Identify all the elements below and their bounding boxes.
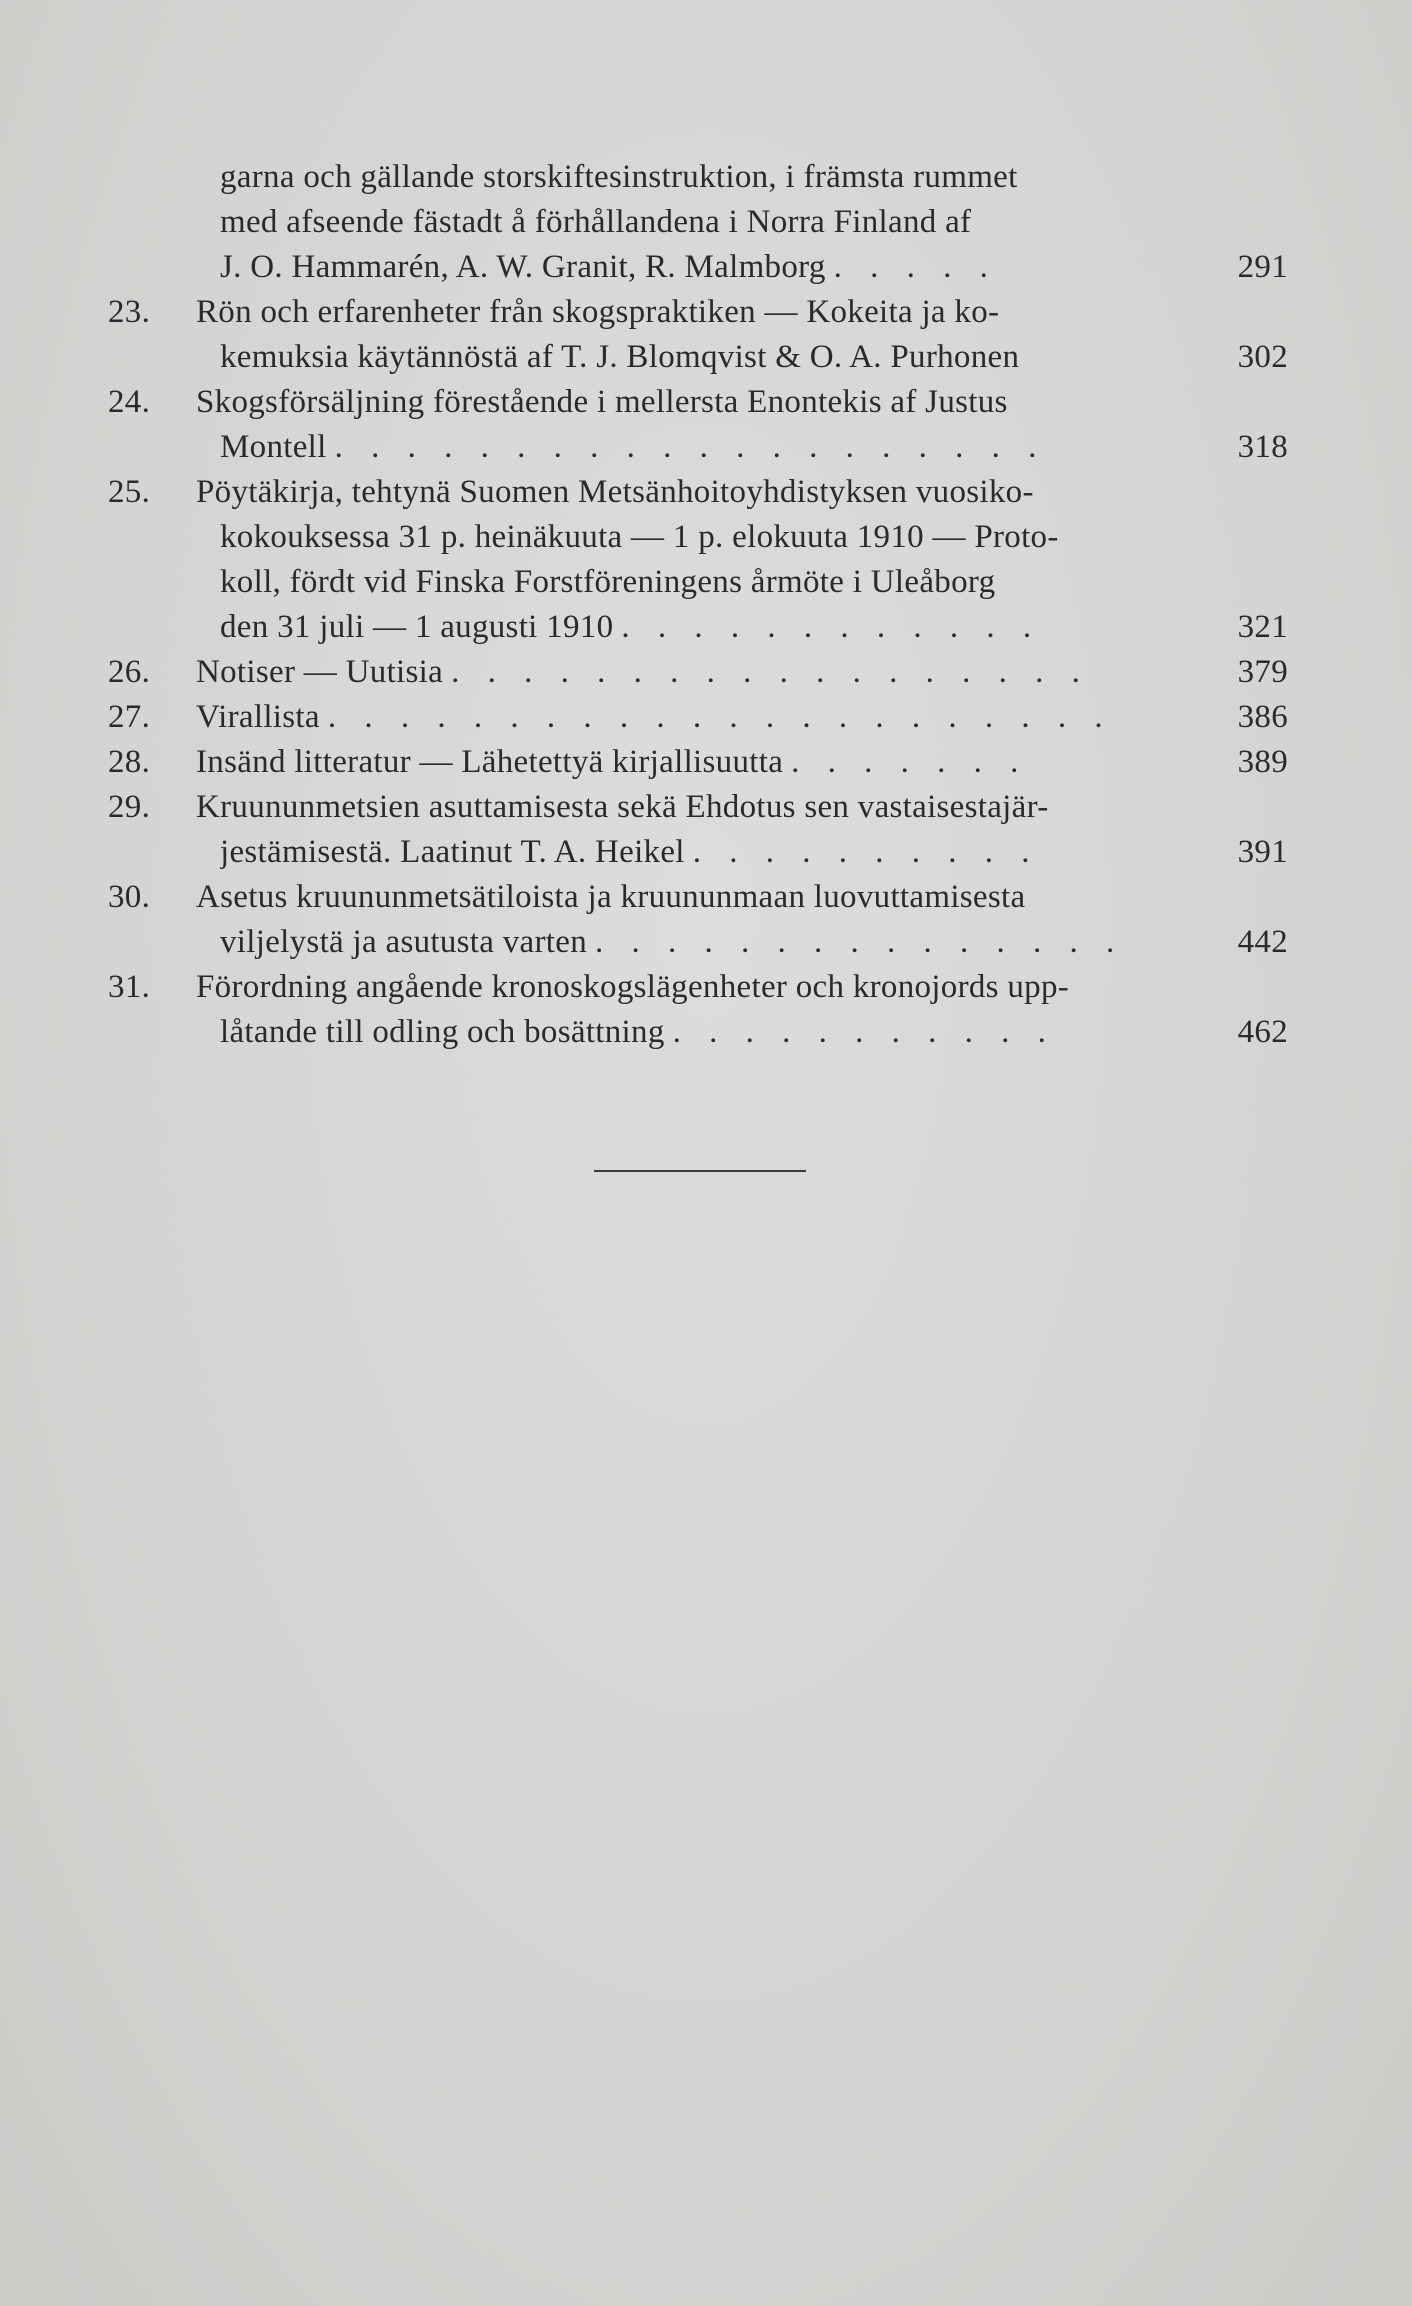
toc-entry-title-line: Rön och erfarenheter från skogspraktiken — Kokeita ja ko- bbox=[196, 294, 1000, 330]
toc-leader-dots: . . . . . . . . . . . . . . . . . . bbox=[451, 654, 1090, 690]
toc-entry bbox=[108, 380, 1288, 470]
toc-entry-title-line: Skogsförsäljning förestående i mellersta Enontekis af Justus bbox=[196, 384, 1008, 420]
toc-entry-number: 27. bbox=[108, 699, 151, 735]
toc-entry-title-line: garna och gällande storskiftesinstruktion, i främsta rummet bbox=[220, 159, 1018, 195]
toc-entry-title-line: Pöytäkirja, tehtynä Suomen Metsänhoitoyhdistyksen vuosiko- bbox=[196, 474, 1034, 510]
toc-entry-number: 29. bbox=[108, 789, 151, 825]
toc-entry-title-line: med afseende fästadt å förhållandena i Norra Finland af bbox=[220, 204, 972, 240]
toc-entry-number: 25. bbox=[108, 474, 151, 510]
toc-page-number: 291 bbox=[1237, 249, 1288, 285]
toc-entry-title-line: J. O. Hammarén, A. W. Granit, R. Malmborg bbox=[220, 249, 826, 285]
toc-leader-dots: . . . . . bbox=[833, 249, 998, 285]
toc-page-number: 318 bbox=[1237, 429, 1288, 465]
toc-page-number: 302 bbox=[1237, 339, 1288, 375]
toc-entry-number: 28. bbox=[108, 744, 151, 780]
toc-entry-title-line: koll, fördt vid Finska Forstföreningens årmöte i Uleåborg bbox=[220, 564, 996, 600]
toc-leader-dots: . . . . . . . . . . bbox=[692, 834, 1040, 870]
toc-entry bbox=[108, 470, 1288, 650]
toc-leader-dots: . . . . . . . . . . . . bbox=[621, 609, 1042, 645]
toc-entry bbox=[108, 740, 1288, 785]
toc-entry-title-line: Montell bbox=[220, 429, 327, 465]
toc-entry bbox=[108, 965, 1288, 1055]
toc-entry bbox=[108, 650, 1288, 695]
toc-entry-title-line: jestämisestä. Laatinut T. A. Heikel bbox=[220, 834, 685, 870]
toc-entry-title-line: Kruununmetsien asuttamisesta sekä Ehdotus sen vastaisestajär- bbox=[196, 789, 1049, 825]
toc-leader-dots: . . . . . . . . . . . . . . . . . . . . bbox=[334, 429, 1047, 465]
toc-entry-title-line: låtande till odling och bosättning bbox=[220, 1014, 665, 1050]
toc-entry bbox=[108, 695, 1288, 740]
toc-leader-dots: . . . . . . . . . . . . . . . . . . . . . . bbox=[327, 699, 1113, 735]
toc-entry-number: 31. bbox=[108, 969, 151, 1005]
toc-entry-title-line: Asetus kruununmetsätiloista ja kruununmaan luovuttamisesta bbox=[196, 879, 1026, 915]
toc-entry-title-line: Notiser — Uutisia bbox=[196, 654, 444, 690]
toc-entry-number: 24. bbox=[108, 384, 151, 420]
toc-leader-dots: . . . . . . . . . . . . . . . bbox=[595, 924, 1125, 960]
toc-entry-title-line: den 31 juli — 1 augusti 1910 bbox=[220, 609, 614, 645]
toc-entry-title-line: kokouksessa 31 p. heinäkuuta — 1 p. elokuuta 1910 — Proto- bbox=[220, 519, 1059, 555]
toc-leader-dots: . . . . . . . . . . . bbox=[672, 1014, 1056, 1050]
toc-entry-number: 23. bbox=[108, 294, 151, 330]
toc-entry bbox=[108, 785, 1288, 875]
toc-page-number: 462 bbox=[1237, 1014, 1288, 1050]
toc-entry-title-line: kemuksia käytännöstä af T. J. Blomqvist & O. A. Purhonen bbox=[220, 339, 1020, 375]
toc-entry-title-line: viljelystä ja asutusta varten bbox=[220, 924, 588, 960]
table-of-contents bbox=[108, 155, 1288, 1055]
toc-entry bbox=[108, 290, 1288, 380]
toc-page-number: 386 bbox=[1237, 699, 1288, 735]
toc-entry-title-line: Förordning angående kronoskogslägenheter och kronojords upp- bbox=[196, 969, 1070, 1005]
toc-entry-title-line: Virallista bbox=[196, 699, 320, 735]
toc-page-number: 442 bbox=[1237, 924, 1288, 960]
toc-page-number: 389 bbox=[1237, 744, 1288, 780]
toc-entry-number: 26. bbox=[108, 654, 151, 690]
toc-entry-number: 30. bbox=[108, 879, 151, 915]
section-divider bbox=[594, 1170, 806, 1172]
toc-page-number: 391 bbox=[1237, 834, 1288, 870]
toc-page-number: 379 bbox=[1237, 654, 1288, 690]
toc-leader-dots: . . . . . . . bbox=[791, 744, 1029, 780]
toc-entry-title-line: Insänd litteratur — Lähetettyä kirjallisuutta bbox=[196, 744, 784, 780]
toc-entry bbox=[108, 155, 1288, 290]
toc-page-number: 321 bbox=[1237, 609, 1288, 645]
toc-entry bbox=[108, 875, 1288, 965]
